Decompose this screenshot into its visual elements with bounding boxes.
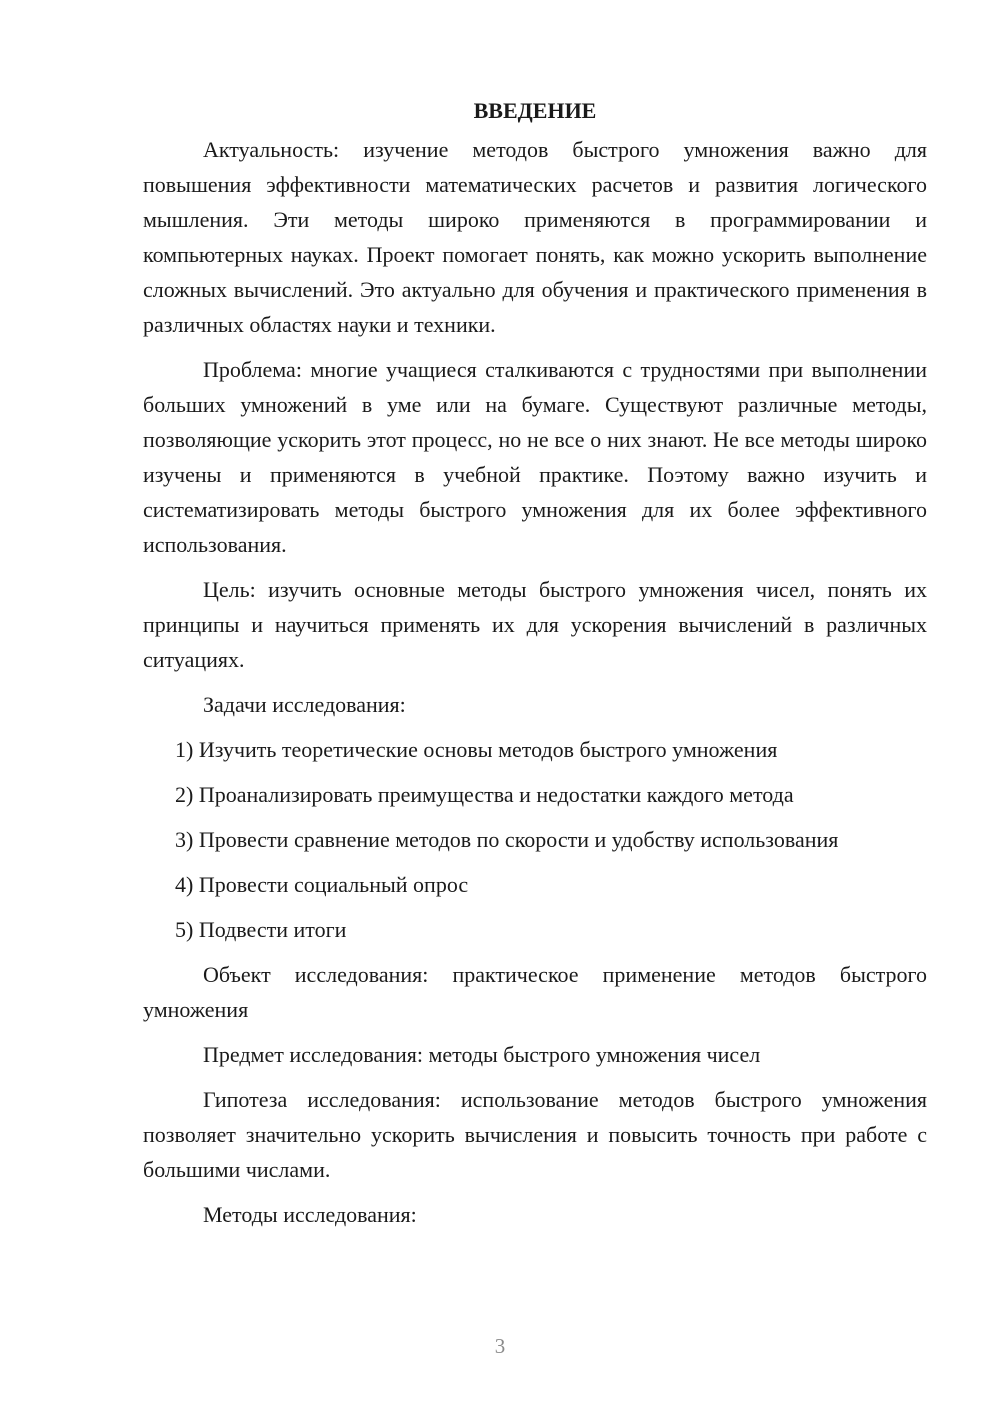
tasks-title: Задачи исследования: xyxy=(203,692,406,717)
methods-title: Методы исследования: xyxy=(203,1202,417,1227)
section-heading: ВВЕДЕНИЕ xyxy=(473,98,597,123)
relevance-paragraph: Актуальность: изучение методов быстрого умножения важно для повышения эффективности математических расчетов и развития логического мышления. Эти методы широко применяются в программировании и компьютерных науках. Проект помогает понять, как можно ускорить выполнение сложных вычислений. Это актуально для обучения и практического применения в различных областях науки и техники. xyxy=(143,137,927,337)
page-number: 3 xyxy=(494,1334,506,1358)
tasks-list xyxy=(143,732,927,947)
task-item: 4) Провести социальный опрос xyxy=(175,872,469,897)
subject-paragraph: Предмет исследования: методы быстрого умножения чисел xyxy=(203,1042,761,1067)
task-item: 2) Проанализировать преимущества и недостатки каждого метода xyxy=(175,782,794,807)
task-item: 3) Провести сравнение методов по скорости и удобству использования xyxy=(175,827,839,852)
problem-paragraph: Проблема: многие учащиеся сталкиваются с трудностями при выполнении больших умножений в уме или на бумаге. Существуют различные методы, позволяющие ускорить этот процесс, но не все о них знают. Не все методы широко изучены и применяются в учебной практике. Поэтому важно изучить и систематизировать методы быстрого умножения для их более эффективного использования. xyxy=(143,357,927,557)
hypothesis-paragraph: Гипотеза исследования: использование методов быстрого умножения позволяет значительно ускорить вычисления и повысить точность при работе с большими числами. xyxy=(143,1087,927,1182)
object-paragraph: Объект исследования: практическое применение методов быстрого умножения xyxy=(143,962,927,1022)
task-item: 5) Подвести итоги xyxy=(175,917,347,942)
page-content xyxy=(143,96,927,1242)
task-item: 1) Изучить теоретические основы методов быстрого умножения xyxy=(175,737,778,762)
goal-paragraph: Цель: изучить основные методы быстрого умножения чисел, понять их принципы и научиться применять их для ускорения вычислений в различных ситуациях. xyxy=(143,577,927,672)
